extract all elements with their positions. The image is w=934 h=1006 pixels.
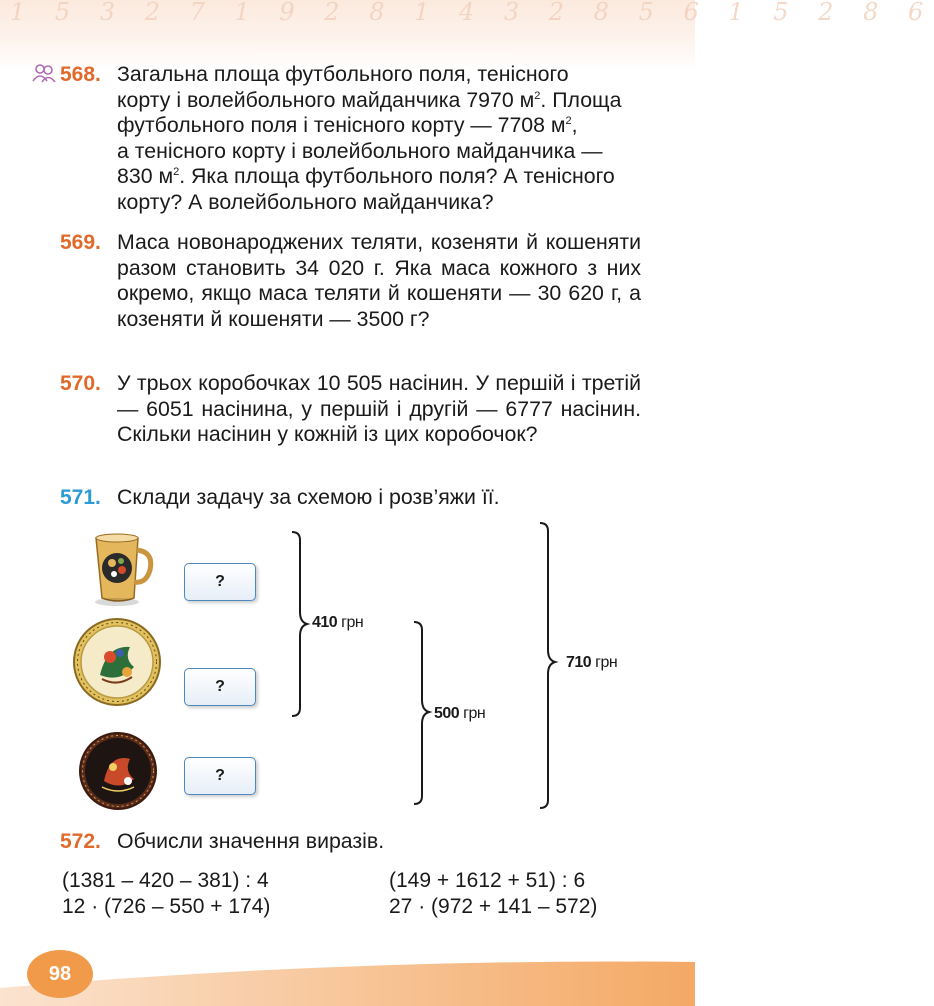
sum-label-710: 710 грн (566, 654, 618, 671)
task-568-line: а тенісного корту і волейбольного майданчика — (117, 138, 603, 163)
page-number: 98 (27, 950, 93, 998)
unknown-price-box-2: ? (184, 668, 256, 706)
header-band (0, 0, 934, 70)
task-568-line: корту? А волейбольного майданчика? (117, 189, 494, 214)
cup-image (88, 532, 158, 607)
expression-4: 27 · (972 + 141 – 572) (389, 895, 598, 918)
brace-500 (414, 622, 429, 804)
expression-3: (149 + 1612 + 51) : 6 (389, 869, 586, 892)
brace-410 (292, 532, 307, 716)
task-569-text: Маса новонароджених теляти, козеняти й кошеняти разом становить 34 020 г. Яка маса кожного з них окремо, якщо маса теляти й кошеняти — 30 620 г, а козеняти й кошеняти — 3500 г? (117, 230, 641, 331)
task-568-line: футбольного поля і тенісного корту — 7708 $м^2$, (117, 113, 578, 138)
decorated-plate-image (72, 617, 162, 707)
task-569-number: 569. (60, 231, 101, 254)
group-work-icon (31, 63, 57, 83)
header-decor-digits: 1 5 3 2 7 1 9 2 8 1 4 3 2 8 5 6 1 5 2 8 6 (10, 0, 934, 26)
unknown-price-box-3: ? (184, 757, 256, 795)
task-568-text (117, 62, 641, 216)
footer-wave (0, 948, 695, 1006)
task-570-number: 570. (60, 372, 101, 395)
task-571-number: 571. (60, 486, 101, 509)
task-568-number: 568. (60, 63, 101, 86)
unknown-price-box-1: ? (184, 563, 256, 601)
task-568-line: корту і волейбольного майданчика 7970 $м^2$. Площа (117, 87, 622, 112)
expression-2: 12 · (726 – 550 + 174) (62, 895, 271, 918)
brace-710 (540, 523, 555, 808)
task-572-text: Обчисли значення виразів. (117, 829, 385, 853)
task-570-text: У трьох коробочках 10 505 насінин. У першій і третій — 6051 насінина, у першій і другій — 6777 насінин. Скільки насінин у кожній із цих коробочок? (117, 371, 641, 447)
sum-label-410: 410 грн (312, 614, 364, 631)
task-568-line: 830 $м^2$. Яка площа футбольного поля? А тенісного (117, 164, 615, 189)
task-572-number: 572. (60, 830, 101, 853)
task-568-line: Загальна площа футбольного поля, тенісного (117, 62, 569, 86)
task-571-text: Склади задачу за схемою і розв’яжи її. (117, 485, 500, 509)
sum-label-500: 500 грн (434, 705, 486, 722)
expression-1: (1381 – 420 – 381) : 4 (62, 869, 269, 892)
black-plate-image (78, 731, 158, 811)
